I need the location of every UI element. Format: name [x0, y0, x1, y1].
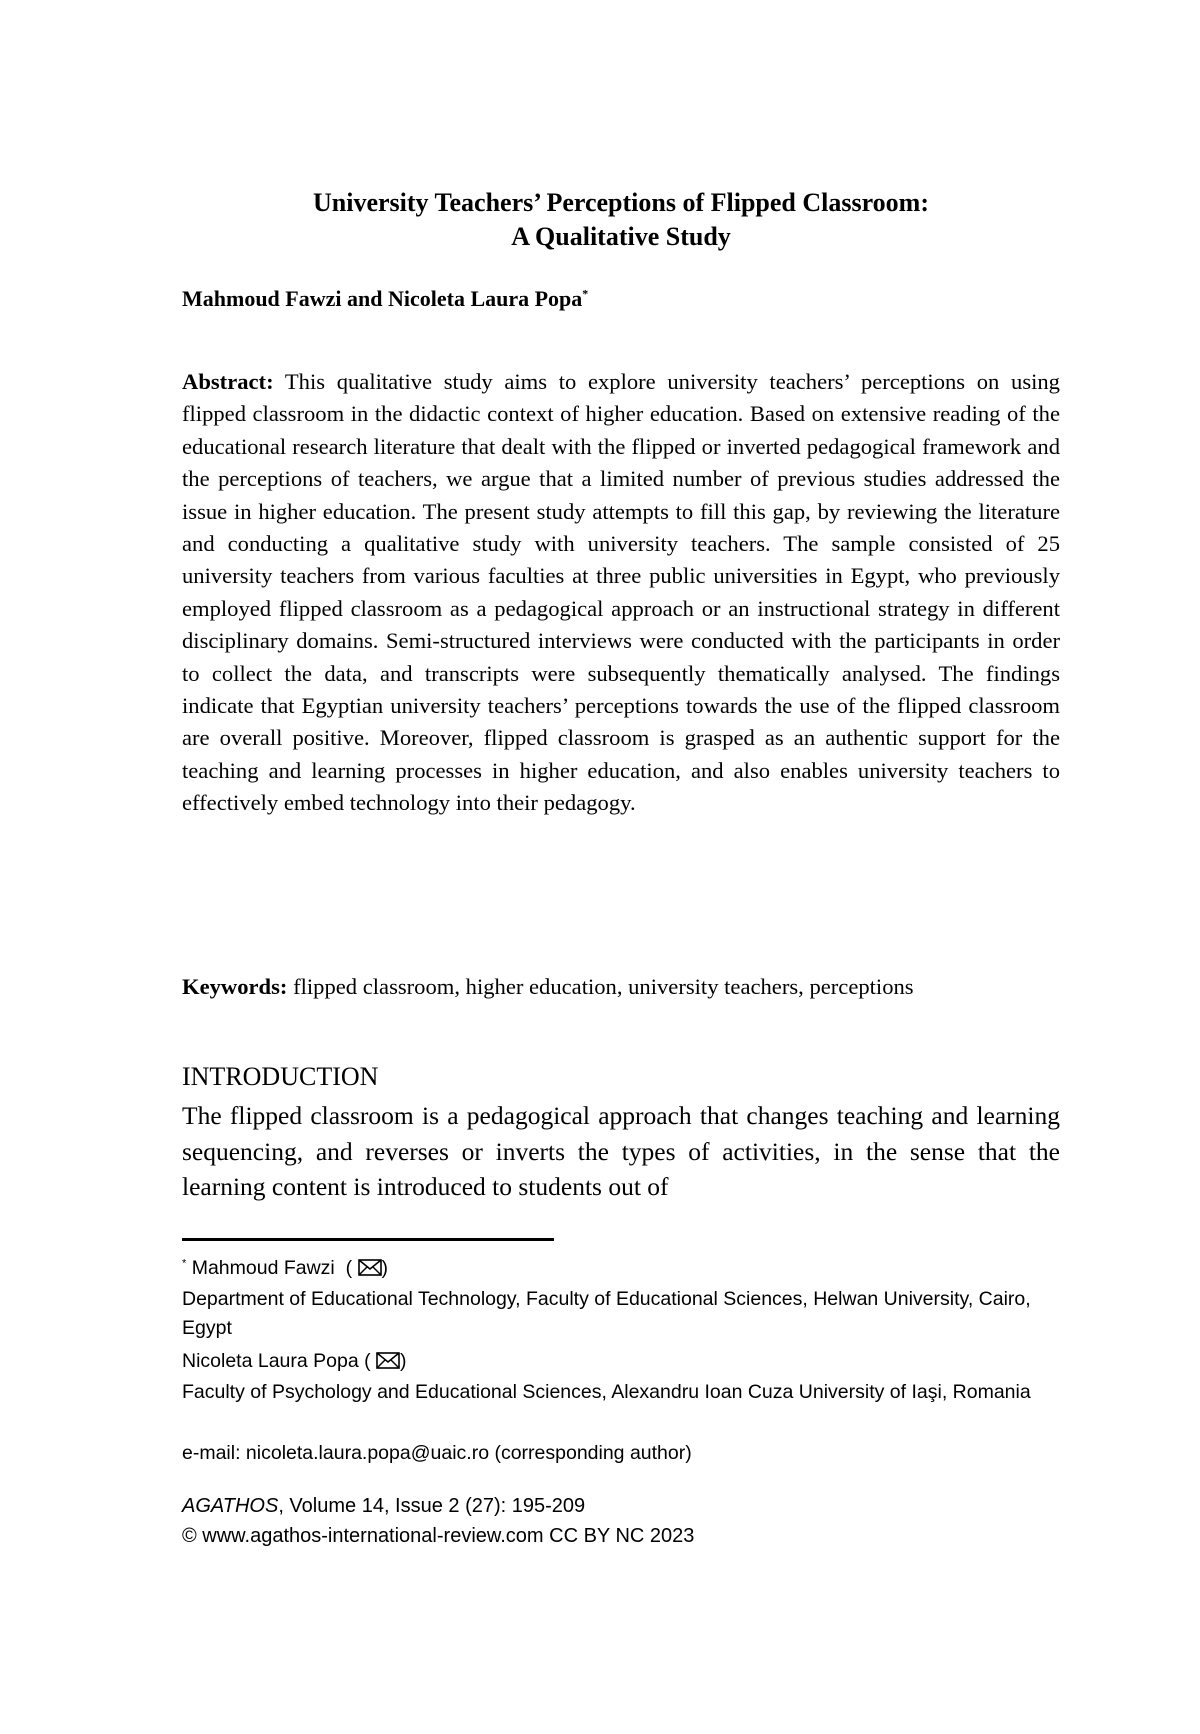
footnote-author1: * Mahmoud Fawzi ( ): [182, 1257, 389, 1279]
footnote-divider: [182, 1238, 554, 1241]
section-heading-introduction: INTRODUCTION: [182, 1062, 379, 1091]
footnote-author2-name: Nicoleta Laura Popa: [182, 1350, 359, 1372]
footnote-marker: *: [182, 1257, 187, 1270]
keywords-label: Keywords:: [182, 974, 288, 999]
title-line-2: A Qualitative Study: [511, 222, 731, 251]
journal-citation: [182, 1492, 585, 1521]
footnote-author1-affiliation: Department of Educational Technology, Faculty of Educational Sciences, Helwan University, Cairo, Egypt: [182, 1288, 1031, 1339]
paper-title: [182, 186, 1060, 254]
envelope-icon[interactable]: [358, 1259, 382, 1276]
introduction-paragraph: The flipped classroom is a pedagogical approach that changes teaching and learning sequencing, and reverses or inverts the types of activities, in the sense that the learning content is introduced to students out of: [182, 1101, 1060, 1201]
abstract: [182, 366, 1060, 820]
journal-name: AGATHOS: [182, 1495, 279, 1517]
footnote-author2: Nicoleta Laura Popa ( ): [182, 1350, 407, 1372]
copyright-line: © www.agathos-international-review.com CC BY NC 2023: [182, 1525, 695, 1547]
author-line: [182, 284, 588, 314]
author-footnote-marker: *: [582, 286, 589, 301]
author-names: Mahmoud Fawzi and Nicoleta Laura Popa: [182, 286, 583, 311]
envelope-icon[interactable]: [376, 1352, 400, 1369]
footnote-author1-name: Mahmoud Fawzi: [191, 1257, 335, 1279]
footnote-email[interactable]: e-mail: nicoleta.laura.popa@uaic.ro (corresponding author): [182, 1442, 692, 1464]
abstract-text: This qualitative study aims to explore university teachers’ perceptions on using flipped classroom in the didactic context of higher education. Based on extensive reading of the educational research literature that dealt with the flipped or inverted pedagogical framework and the perceptions of teachers, we argue that a limited number of previous studies addressed the issue in higher education. The present study attempts to fill this gap, by reviewing the literature and conducting a qualitative study with university teachers. The sample consisted of 25 university teachers from various faculties at three public universities in Egypt, who previously employed flipped classroom as a pedagogical approach or an instructional strategy in different disciplinary domains. Semi-structured interviews were conducted with the participants in order to collect the data, and transcripts were subsequently thematically analysed. The findings indicate that Egyptian university teachers’ perceptions towards the use of the flipped classroom are overall positive. Moreover, flipped classroom is grasped as an authentic support for the teaching and learning processes in higher education, and also enables university teachers to effectively embed technology into their pedagogy.: [182, 369, 1060, 816]
keywords-text: flipped classroom, higher education, university teachers, perceptions: [293, 974, 914, 999]
abstract-label: Abstract:: [182, 369, 274, 394]
journal-issue: , Volume 14, Issue 2 (27): 195-209: [278, 1495, 586, 1517]
keywords: [182, 972, 1060, 1002]
title-line-1: University Teachers’ Perceptions of Flipped Classroom:: [312, 188, 929, 217]
footnote-author2-affiliation: Faculty of Psychology and Educational Sciences, Alexandru Ioan Cuza University of Iaşi, Romania: [182, 1381, 1031, 1403]
